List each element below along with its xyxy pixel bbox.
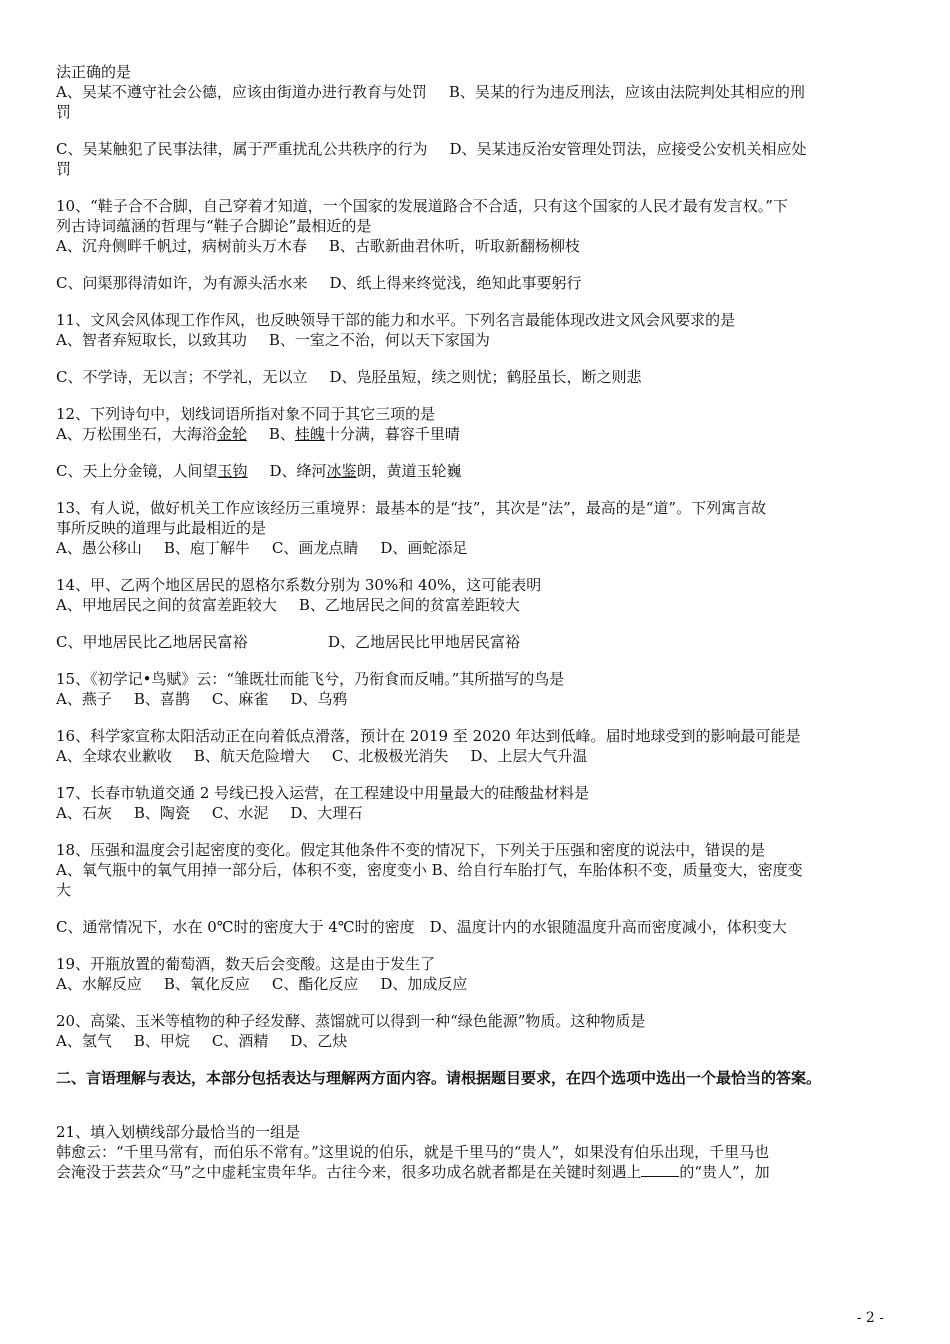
- q19-option-b: B、氧化反应: [163, 975, 250, 993]
- q15-option-c: C、麻雀: [211, 690, 269, 708]
- q20-option-a: A、氢气: [56, 1032, 112, 1050]
- q9-options-cd: [56, 139, 906, 159]
- q10-option-c: C、问渠那得清如许，为有源头活水来: [56, 274, 308, 292]
- q9-option-c: C、吴某触犯了民事法律，属于严重扰乱公共秩序的行为: [56, 140, 428, 158]
- q9-option-d-cont: 罚: [56, 160, 72, 178]
- q13-options: [56, 538, 906, 558]
- q19-option-d: D、加成反应: [380, 975, 468, 993]
- q12-stem: 12、下列诗句中，划线词语所指对象不同于其它三项的是: [56, 405, 436, 423]
- q13-option-c: C、画龙点睛: [271, 539, 359, 557]
- q9-option-b-cont: 罚: [56, 103, 72, 121]
- q20-options: [56, 1031, 906, 1051]
- q9-option-a: A、吴某不遵守社会公德，应该由街道办进行教育与处罚: [56, 83, 427, 101]
- q16-option-c: C、北极极光消失: [331, 747, 449, 765]
- q11-option-c: C、不学诗，无以言；不学礼，无以立: [56, 368, 308, 386]
- q12-option-d-underlined: 冰鉴: [326, 462, 357, 480]
- q12-option-b-underlined: 桂魄: [294, 425, 325, 443]
- q21-passage-line-1: 韩愈云：“千里马常有，而伯乐不常有。”这里说的伯乐，就是千里马的“贵人”，如果没有伯乐出现，千里马也: [56, 1143, 770, 1161]
- q21-passage-line-2: 会淹没于芸芸众“马”之中虚耗宝贵年华。古往今来，很多功成名就者都是在关键时刻遇上 的“贵人”，加: [56, 1163, 770, 1181]
- q11-options-cd: [56, 367, 906, 387]
- q17-option-b: B、陶瓷: [133, 804, 190, 822]
- q9-stem-tail: 法正确的是: [56, 63, 132, 81]
- q19-option-a: A、水解反应: [56, 975, 142, 993]
- q11-stem: 11、文风会风体现工作作风，也反映领导干部的能力和水平。下列名言最能体现改进文风会风要求的是: [56, 311, 736, 329]
- q10-option-b: B、古歌新曲君休听，听取新翻杨柳枝: [328, 237, 580, 255]
- q18-options-ab-cont: 大: [56, 881, 72, 899]
- q15-stem: 15、《初学记•鸟赋》云：“雏既壮而能飞兮，乃衔食而反哺。”其所描写的鸟是: [56, 670, 565, 688]
- q17-option-a: A、石灰: [56, 804, 112, 822]
- q12-option-d: D、绛河冰鉴朗，黄道玉轮巍: [269, 462, 462, 480]
- q14-options-cd: [56, 632, 906, 652]
- q12-option-a-underlined: 金轮: [216, 425, 247, 443]
- q11-option-d: D、凫胫虽短，续之则忧；鹤胫虽长，断之则悲: [329, 368, 642, 386]
- q13-option-d: D、画蛇添足: [380, 539, 468, 557]
- q15-option-d: D、乌鸦: [290, 690, 348, 708]
- q9-option-d: D、吴某违反治安管理处罚法，应接受公安机关相应处: [449, 140, 807, 158]
- q14-option-d: D、乙地居民比甲地居民富裕: [328, 633, 521, 651]
- q12-option-a: A、万松围坐石，大海浴金轮: [56, 425, 247, 443]
- q16-options: [56, 746, 906, 766]
- q12-option-c: C、天上分金镜，人间望玉钩: [56, 462, 248, 480]
- q11-options-ab: [56, 330, 906, 350]
- q13-option-b: B、庖丁解牛: [163, 539, 250, 557]
- q12-option-c-underlined: 玉钩: [217, 462, 248, 480]
- q10-options-ab: [56, 236, 906, 256]
- q10-stem-cont: 列古诗词蕴涵的哲理与“鞋子合脚论”最相近的是: [56, 217, 372, 235]
- q9-option-b: B、吴某的行为违反刑法，应该由法院判处其相应的刑: [448, 83, 805, 101]
- q12-options-ab: [56, 424, 906, 444]
- q12-option-b: B、桂魄十分满，暮容千里晴: [268, 425, 460, 443]
- q16-stem: 16、科学家宣称太阳活动正在向着低点滑落，预计在 2019 至 2020 年达到低峰。届时地球受到的影响最可能是: [56, 727, 801, 745]
- section-2-heading: 二、言语理解与表达，本部分包括表达与理解两方面内容。请根据题目要求，在四个选项中选出一个最恰当的答案。: [56, 1069, 822, 1087]
- q18-stem: 18、压强和温度会引起密度的变化。假定其他条件不变的情况下，下列关于压强和密度的说法中，错误的是: [56, 841, 766, 859]
- q10-options-cd: [56, 273, 906, 293]
- q19-option-c: C、酯化反应: [271, 975, 359, 993]
- q17-option-c: C、水泥: [211, 804, 269, 822]
- q13-stem: 13、有人说，做好机关工作应该经历三重境界：最基本的是“技”，其次是“法”，最高的是“道”。下列寓言故: [56, 499, 767, 517]
- q14-option-c: C、甲地居民比乙地居民富裕: [56, 633, 248, 651]
- q11-option-b: B、一室之不治，何以天下家国为: [268, 331, 490, 349]
- q20-option-b: B、甲烷: [133, 1032, 190, 1050]
- q14-option-a: A、甲地居民之间的贫富差距较大: [56, 596, 277, 614]
- q10-option-a: A、沉舟侧畔千帆过，病树前头万木春: [56, 237, 307, 255]
- q17-option-d: D、大理石: [290, 804, 363, 822]
- q20-stem: 20、高粱、玉米等植物的种子经发酵、蒸馏就可以得到一种“绿色能源”物质。这种物质是: [56, 1012, 646, 1030]
- q9-options-ab: [56, 82, 906, 102]
- document-page: [56, 62, 906, 1182]
- q19-stem: 19、开瓶放置的葡萄酒，数天后会变酸。这是由于发生了: [56, 955, 436, 973]
- q18-options-cd: C、通常情况下，水在 0℃时的密度大于 4℃时的密度 D、温度计内的水银随温度升高而密度减小，体积变大: [56, 918, 787, 936]
- q10-stem: 10、“鞋子合不合脚，自己穿着才知道，一个国家的发展道路合不合适，只有这个国家的人民才最有发言权。”下: [56, 197, 788, 215]
- q15-options: [56, 689, 906, 709]
- q16-option-a: A、全球农业歉收: [56, 747, 172, 765]
- q14-stem: 14、甲、乙两个地区居民的恩格尔系数分别为 30%和 40%，这可能表明: [56, 576, 542, 594]
- q17-options: [56, 803, 906, 823]
- q14-option-b: B、乙地居民之间的贫富差距较大: [298, 596, 520, 614]
- q20-option-c: C、酒精: [211, 1032, 269, 1050]
- q16-option-b: B、航天危险增大: [193, 747, 310, 765]
- q11-option-a: A、智者弃短取长，以致其功: [56, 331, 247, 349]
- q21-stem: 21、填入划横线部分最恰当的一组是: [56, 1123, 301, 1141]
- q19-options: [56, 974, 906, 994]
- q10-option-d: D、纸上得来终觉浅，绝知此事要躬行: [329, 274, 582, 292]
- q15-option-a: A、燕子: [56, 690, 112, 708]
- q14-options-ab: [56, 595, 906, 615]
- page-number: - 2 -: [856, 1310, 884, 1326]
- q18-options-ab: A、氧气瓶中的氧气用掉一部分后，体积不变，密度变小 B、给自行车胎打气，车胎体积不变，质量变大，密度变: [56, 861, 803, 879]
- q16-option-d: D、上层大气升温: [470, 747, 588, 765]
- q15-option-b: B、喜鹊: [133, 690, 190, 708]
- q13-option-a: A、愚公移山: [56, 539, 142, 557]
- q20-option-d: D、乙炔: [290, 1032, 348, 1050]
- q13-stem-cont: 事所反映的道理与此最相近的是: [56, 519, 267, 537]
- q12-options-cd: [56, 461, 906, 481]
- q17-stem: 17、长春市轨道交通 2 号线已投入运营，在工程建设中用量最大的硅酸盐材料是: [56, 784, 590, 802]
- q21-fill-blank: [641, 1162, 679, 1177]
